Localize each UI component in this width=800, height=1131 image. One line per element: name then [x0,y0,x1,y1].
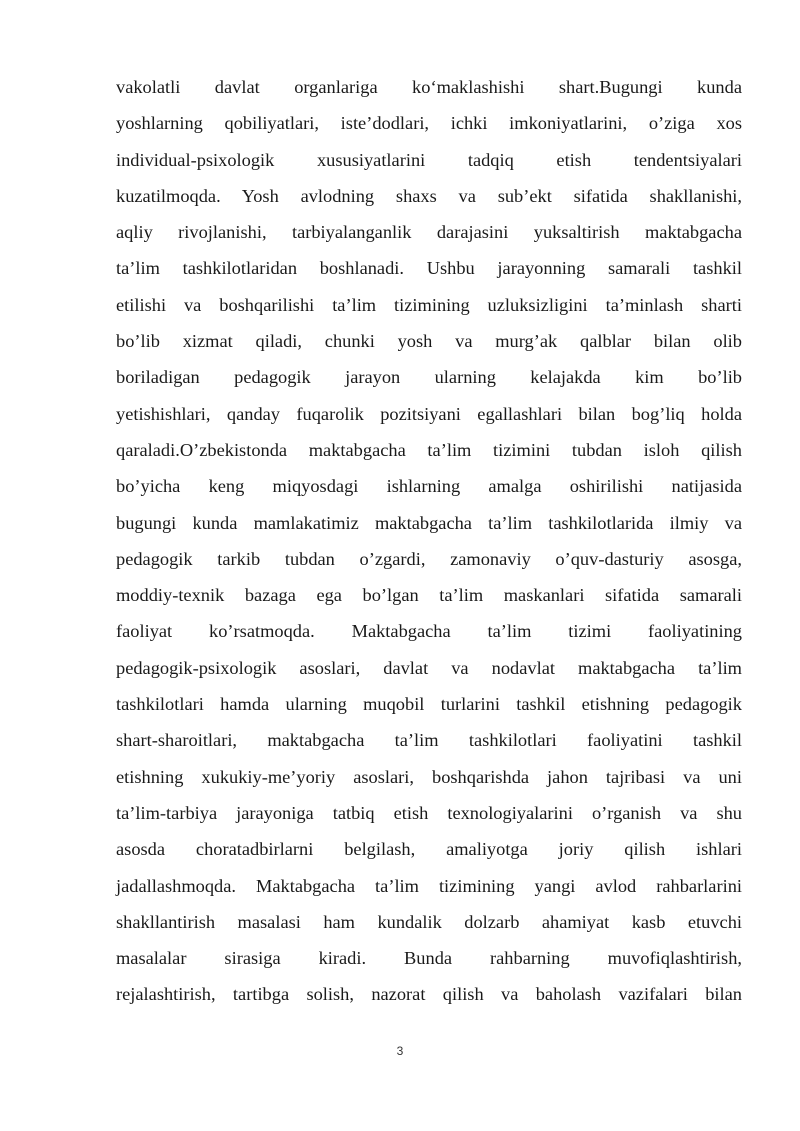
text-line: masalalar sirasiga kiradi. Bunda rahbarning muvofiqlashtirish, [116,948,742,969]
text-line: shakllantirish masalasi ham kundalik dolzarb ahamiyat kasb etuvchi [116,911,742,932]
text-line: aqliy rivojlanishi, tarbiyalanganlik darajasini yuksaltirish maktabgacha [116,222,742,243]
text-line: jadallashmoqda. Maktabgacha ta’lim tizimining yangi avlod rahbarlarini [116,875,742,896]
text-line: pedagogik tarkib tubdan o’zgardi, zamonaviy o’quv-dasturiy asosga, [116,548,742,569]
text-line: kuzatilmoqda. Yosh avlodning shaxs va sub’ekt sifatida shakllanishi, [116,185,742,206]
page-number: 3 [396,1044,404,1058]
text-line: bugungi kunda mamlakatimiz maktabgacha ta’lim tashkilotlarida ilmiy va [116,512,742,533]
text-line: bo’yicha keng miqyosdagi ishlarning amalga oshirilishi natijasida [116,476,742,497]
text-line: yetishishlari, qanday fuqarolik pozitsiyani egallashlari bilan bog’liq holda [116,403,742,424]
text-line: individual-psixologik xususiyatlarini tadqiq etish tendentsiyalari [116,149,742,170]
text-line: yoshlarning qobiliyatlari, iste’dodlari, ichki imkoniyatlarini, o’ziga xos [116,113,742,134]
text-line: qaraladi.O’zbekistonda maktabgacha ta’lim tizimini tubdan isloh qilish [116,439,742,460]
text-line: tashkilotlari hamda ularning muqobil turlarini tashkil etishning pedagogik [116,694,742,715]
text-line: moddiy-texnik bazaga ega bo’lgan ta’lim maskanlari sifatida samarali [116,585,742,606]
text-line: asosda choratadbirlarni belgilash, amaliyotga joriy qilish ishlari [116,839,742,860]
text-line: rejalashtirish, tartibga solish, nazorat qilish va baholash vazifalari bilan [116,984,742,1005]
text-line: boriladigan pedagogik jarayon ularning kelajakda kim bo’lib [116,367,742,388]
text-line: shart-sharoitlari, maktabgacha ta’lim tashkilotlari faoliyatini tashkil [116,730,742,751]
text-line: etilishi va boshqarilishi ta’lim tizimining uzluksizligini ta’minlash sharti [116,294,742,315]
text-line: ta’lim tashkilotlaridan boshlanadi. Ushbu jarayonning samarali tashkil [116,258,742,279]
text-line: etishning xukukiy-me’yoriy asoslari, boshqarishda jahon tajribasi va uni [116,766,742,787]
text-line: pedagogik-psixologik asoslari, davlat va nodavlat maktabgacha ta’lim [116,657,742,678]
text-line: vakolatli davlat organlariga ko‘maklashishi shart.Bugungi kunda [116,77,742,97]
body-paragraph [116,69,742,1013]
text-line: ta’lim-tarbiya jarayoniga tatbiq etish texnologiyalarini o’rganish va shu [116,802,742,823]
text-line: bo’lib xizmat qiladi, chunki yosh va murg’ak qalblar bilan olib [116,331,742,352]
text-line: faoliyat ko’rsatmoqda. Maktabgacha ta’lim tizimi faoliyatining [116,621,742,642]
